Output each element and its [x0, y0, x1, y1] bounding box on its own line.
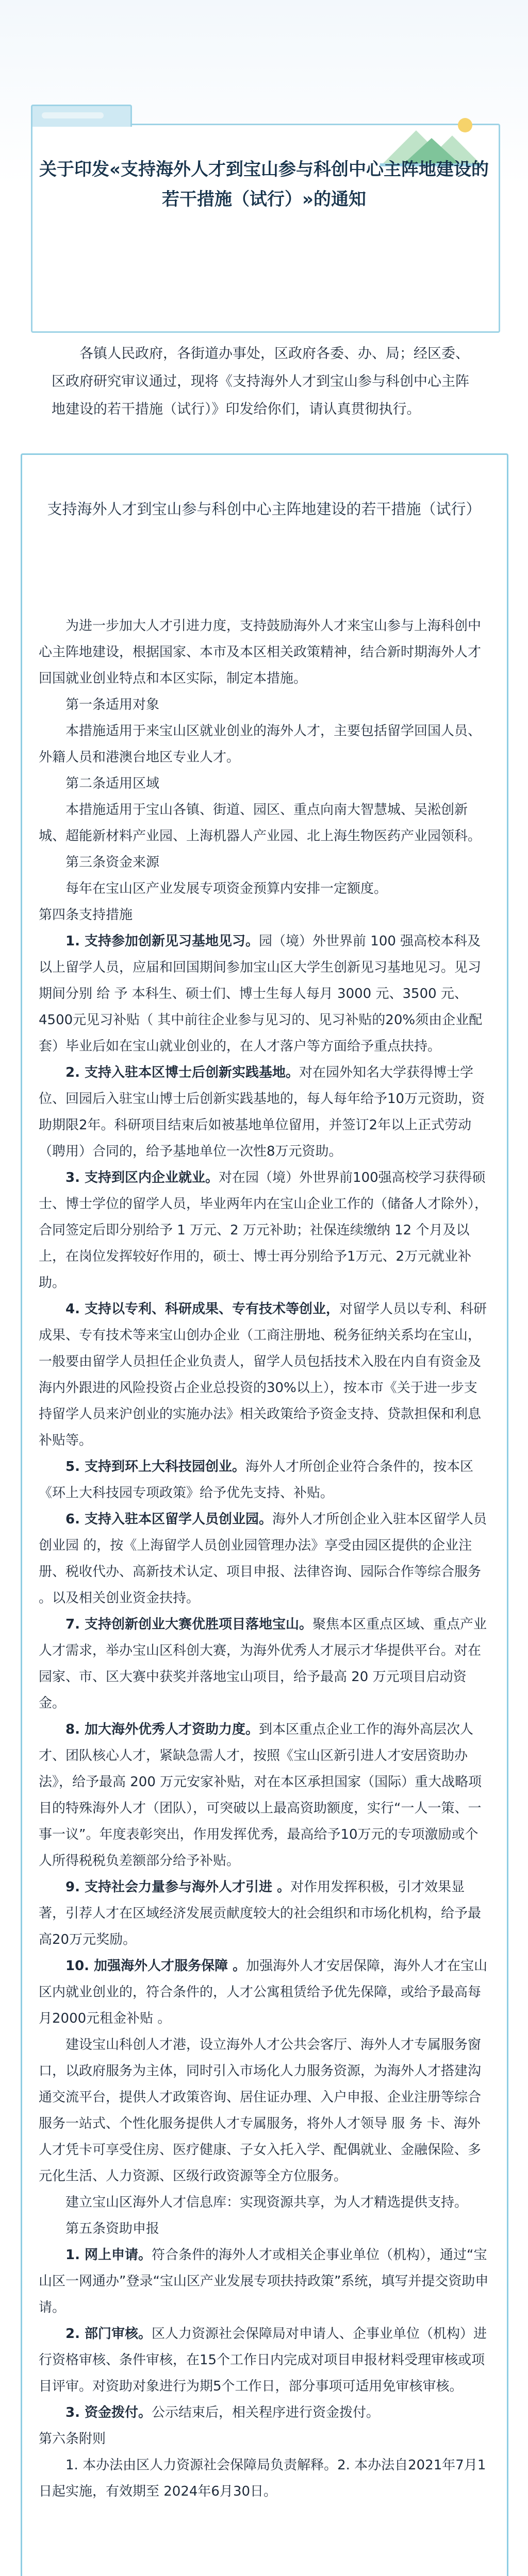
measure-item-10: 10. 加强海外人才服务保障 。加强海外人才安居保障，海外人才在宝山区内就业创业的，符合条件的，人才公寓租赁给予优先保障，或给予最高每月2000元租金补贴 。: [39, 1958, 488, 2026]
measure-item-8: 8. 加大海外优秀人才资助力度。到本区重点企业工作的海外高层次人才、团队核心人才，紧缺急需人才，按照《宝山区新引进人才安居资助办法》，给予最高 200 万元安家补贴，对在本区承担国家（国际）重大战略项目的特殊海外人才（团队），可突破以上最高资助额度，实行“一人一策、一事一议”。年度表彰突出，作用发挥优秀，最高给予10万元的专项激励或个人所得税税负差额部分给予补贴。: [39, 1722, 482, 1869]
article-3-title: 第三条资金来源: [65, 855, 160, 870]
notice-title: 关于印发«支持海外人才到宝山参与科创中心主阵地建设的若干措施（试行）»的通知: [39, 159, 489, 210]
apply-step-1: 1. 网上申请。符合条件的海外人才或相关企事业单位（机构），通过“宝山区一网通办”登录“宝山区产业发展专项扶持政策”系统，填写并提交资助申请。: [39, 2247, 489, 2315]
measures-title: 支持海外人才到宝山参与科创中心主阵地建设的若干措施（试行）: [47, 500, 481, 518]
article-1-title: 第一条适用对象: [65, 697, 160, 713]
measure-item-6: 6. 支持入驻本区留学人员创业园。海外人才所创企业入驻本区留学人员创业园 的，按《上海留学人员创业园管理办法》享受由园区提供的企业注册、税收代办、高新技术认定、项目申报、法律咨询、园际合作等综合服务 。以及相关创业资金扶持。: [39, 1512, 487, 1606]
article-2-title: 第二条适用区域: [65, 776, 160, 791]
measures-body: [39, 613, 489, 2505]
measure-item-5: 5. 支持到环上大科技园创业。海外人才所创企业符合条件的，按本区《环上大科技园专项政策》给予优先支持、补贴。: [39, 1459, 474, 1501]
apply-step-2: 2. 部门审核。区人力资源社会保障局对申请人、企事业单位（机构）进行资格审核、条件审核，在15个工作日内完成对项目申报材料受理审核或项目评审。对资助对象进行为期5个工作日，部分事项可适用免审核审核。: [39, 2326, 487, 2394]
talent-database-paragraph: 建立宝山区海外人才信息库：实现资源共享，为人才精选提供支持。: [65, 2195, 468, 2210]
appendix-text: 1. 本办法由区人力资源社会保障局负责解释。2. 本办法自2021年7月1日起实施，有效期至 2024年6月30日。: [39, 2458, 486, 2499]
article-3-text: 每年在宝山区产业发展专项资金预算内安排一定额度。: [65, 881, 388, 896]
measure-item-9: 9. 支持社会力量参与海外人才引进 。对作用发挥积极，引才效果显著，引荐人才在区域经济发展贡献度较大的社会组织和市场化机构，给予最高20万元奖励。: [39, 1879, 482, 1947]
measure-item-3: 3. 支持到区内企业就业。对在园（境）外世界前100强高校学习获得硕士、博士学位的留学人员，毕业两年内在宝山企业工作的（储备人才除外），合同签定后即分别给予 1 万元、2 万元补助；社保连续缴纳 12 个月及以上，在岗位发挥较好作用的，硕士、博士再分别给予1万元、2万元就业补助。: [39, 1170, 488, 1291]
measure-item-4: 4. 支持以专利、科研成果、专有技术等创业，对留学人员以专利、科研成果、专有技术等来宝山创办企业（工商注册地、税务征纳关系均在宝山，一般要由留学人员担任企业负责人，留学人员包括技术入股在内自有资金及海内外跟进的风险投资占企业总投资的30%以上），按本市《关于进一步支持留学人员来沪创业的实施办法》相关政策给予资金支持、贷款担保和利息补贴等。: [39, 1301, 487, 1448]
measure-item-1: 1. 支持参加创新见习基地见习。园（境）外世界前 100 强高校本科及以上留学人员，应届和回国期间参加宝山区大学生创新见习基地见习。见习期间分别 给 予 本科生、硕士们、博士生每人每月 3000 元、3500 元、4500元见习补贴（ 其中前往企业参与见习的、见习补贴的20%须由企业配套）毕业后如在宝山就业创业的，在人才落户等方面给予重点扶持。: [39, 934, 483, 1054]
article-1-text: 本措施适用于来宝山区就业创业的海外人才，主要包括留学回国人员、外籍人员和港澳台地区专业人才。: [39, 723, 482, 765]
intro-paragraph: 为进一步加大人才引进力度，支持鼓励海外人才来宝山参与上海科创中心主阵地建设，根据国家、本市及本区相关政策精神，结合新时期海外人才回国就业创业特点和本区实际，制定本措施。: [39, 618, 482, 686]
notice-salutation: 各镇人民政府，各街道办事处，区政府各委、办、局；经区委、区政府研究审议通过，现将《支持海外人才到宝山参与科创中心主阵地建设的若干措施（试行）》印发给你们，请认真贯彻执行。: [52, 346, 469, 417]
measure-item-7: 7. 支持创新创业大赛优胜项目落地宝山。聚焦本区重点区域、重点产业人才需求，举办宝山区科创大赛，为海外优秀人才展示才华提供平台。对在园家、市、区大赛中获奖并落地宝山项目，给予最高 20 万元项目启动资金。: [39, 1617, 487, 1711]
apply-step-3: 3. 资金拨付。公示结束后，相关程序进行资金拨付。: [65, 2405, 380, 2420]
article-4-title: 第四条支持措施: [39, 907, 133, 923]
article-6-title: 第六条附则: [39, 2431, 106, 2447]
article-2-text: 本措施适用于宝山各镇、街道、园区、重点向南大智慧城、吴淞创新城、超能新材料产业园、上海机器人产业园、北上海生物医药产业园领科。: [39, 802, 482, 844]
frame-tab: [31, 105, 132, 127]
measure-item-10-detail: 建设宝山科创人才港，设立海外人才公共会客厅、海外人才专属服务窗口，以政府服务为主体，同时引入市场化人力服务资源，为海外人才搭建沟通交流平台，提供人才政策咨询、居住证办理、入户申报、企业注册等综合服务一站式、个性化服务提供人才专属服务，将外人才领导 服 务 卡、海外人才凭卡可享受住房、医疗健康、子女入托入学、配偶就业、金融保险、多元化生活、人力资源、区级行政资源等全方位服务。: [39, 2037, 482, 2184]
measure-item-2: 2. 支持入驻本区博士后创新实践基地。对在园外知名大学获得博士学位、回园后入驻宝山博士后创新实践基地的，每人每年给予10万元资助，资助期限2年。科研项目结束后如被基地单位留用，并签订2年以上正式劳动（聘用）合同的，给予基地单位一次性8万元资助。: [39, 1065, 485, 1159]
article-5-title: 第五条资助申报: [65, 2221, 160, 2236]
